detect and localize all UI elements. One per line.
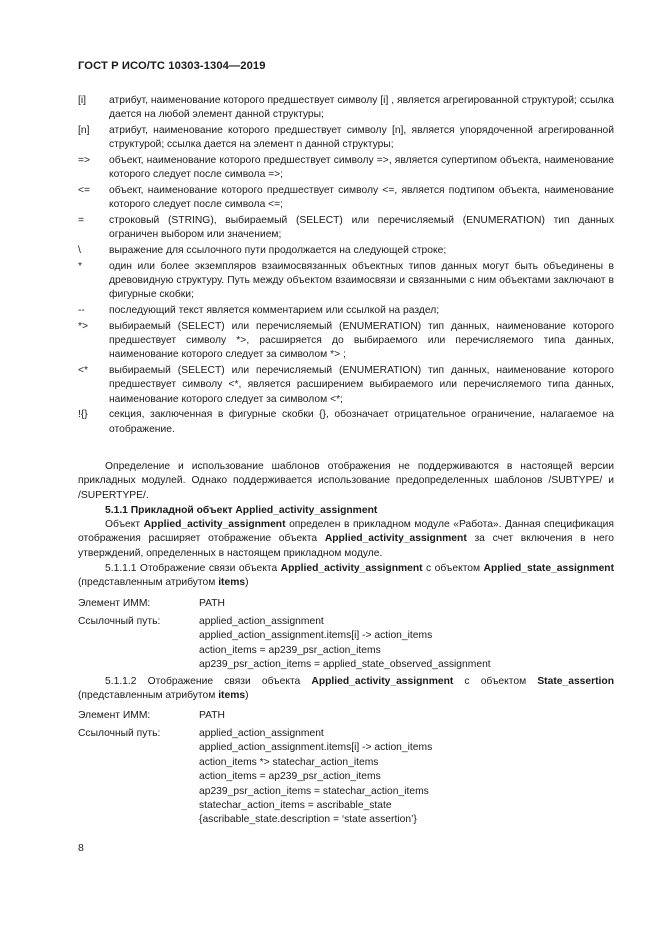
intro-paragraph: Определение и использование шаблонов отображения не поддерживаются в настоящей версии прикладных модулей. Однако поддерживается использование предопределенных шаблонов /SUBTYPE/ и /SUPERTYPE/. xyxy=(78,461,614,501)
definition-symbol: = xyxy=(78,215,85,226)
entity-name: Applied_activity_assignment xyxy=(311,676,454,687)
definition-row xyxy=(78,184,614,213)
entity-name: Applied_activity_assignment xyxy=(143,519,286,530)
reference-path-label: Ссылочный путь: xyxy=(78,616,161,627)
section-text: определен в прикладном модуле «Работа». Данная спецификация отображения расширяет отображение объекта xyxy=(78,519,614,545)
definition-row xyxy=(78,154,614,183)
entity-name: Applied_activity_assignment xyxy=(324,533,467,545)
reference-path-lines xyxy=(199,727,432,828)
symbol-definitions-list xyxy=(78,94,614,437)
reference-path-lines xyxy=(199,615,491,673)
definition-row xyxy=(78,244,614,258)
entity-name: Applied_activity_assignment xyxy=(280,563,423,574)
entity-name: State_assertion xyxy=(537,676,615,687)
definition-text: атрибут, наименование которого предшествует символу [i] , является агрегированной структурой; ссылка дается на любой элемент данной структуры; xyxy=(109,95,614,121)
subsection-text: ) xyxy=(245,690,249,702)
definition-text: строковый (STRING), выбираемый (SELECT) или перечисляемый (ENUMERATION) тип данных ограничен выбором или значением; xyxy=(109,215,614,241)
definition-row xyxy=(78,214,614,243)
definition-row xyxy=(78,320,614,363)
definition-text: последующий текст является комментарием или ссылкой на раздел; xyxy=(109,305,440,316)
subsection-2-heading xyxy=(78,675,614,704)
reference-path-line: statechar_action_items = ascribable_state xyxy=(199,800,392,812)
definition-row xyxy=(78,124,614,153)
definition-row xyxy=(78,364,614,407)
definition-symbol: -- xyxy=(78,305,85,316)
definition-row xyxy=(78,408,614,437)
page-number: 8 xyxy=(78,842,84,854)
section-text: Объект xyxy=(105,519,144,530)
definition-symbol: <= xyxy=(78,185,91,196)
reference-path-line: ap239_psr_action_items = applied_state_observed_assignment xyxy=(199,659,491,671)
definition-text: выбираемый (SELECT) или перечисляемый (ENUMERATION) тип данных, наименование которого предшествует символу *>, расширяется до выбираемого или перечисляемого типа данных, наименование которого следует за символом *> ; xyxy=(109,320,614,361)
subsection-text: 5.1.1.2 Отображение связи объекта xyxy=(105,676,312,687)
definition-symbol: * xyxy=(78,260,83,272)
definition-text: объект, наименование которого предшествует символу =>, является супертипом объекта, наименование которого следует после символа =>; xyxy=(109,155,614,181)
reference-path-line: {ascribable_state.description = ‘state assertion’} xyxy=(199,814,417,826)
definition-row xyxy=(78,260,614,303)
reference-path-line: action_items = ap239_psr_action_items xyxy=(199,771,381,783)
definition-text: секция, заключенная в фигурные скобки {}, обозначает отрицательное ограничение, налагаемое на отображение. xyxy=(109,409,614,435)
definition-text: атрибут, наименование которого предшествует символу [n], является упорядоченной агрегированной структурой; ссылка дается на элемент n данной структуры; xyxy=(109,125,614,151)
definition-text: выражение для ссылочного пути продолжается на следующей строке; xyxy=(109,245,447,256)
subsection-text: ) xyxy=(245,577,249,589)
reference-path-line: applied_action_assignment.items[i] -> action_items xyxy=(199,742,433,754)
definition-symbol: => xyxy=(78,155,91,166)
section-heading: 5.1.1 Прикладной объект Applied_activity_assignment xyxy=(105,505,378,516)
definition-symbol: <* xyxy=(78,365,89,376)
aim-element-label: Элемент ИММ: xyxy=(78,598,151,609)
definition-row xyxy=(78,304,614,318)
entity-name: Applied_state_assignment xyxy=(483,563,615,574)
reference-path-line: action_items = ap239_psr_action_items xyxy=(199,644,381,656)
reference-path-label: Ссылочный путь: xyxy=(78,728,161,739)
reference-path-line: applied_action_assignment xyxy=(199,728,324,739)
subsection-text: с объектом xyxy=(422,563,484,574)
attribute-name: items xyxy=(218,577,246,589)
definition-symbol: *> xyxy=(78,320,89,332)
subsection-1-heading xyxy=(78,562,614,591)
definition-symbol: \ xyxy=(78,245,81,256)
definition-symbol: [i] xyxy=(78,95,87,106)
aim-element-label: Элемент ИММ: xyxy=(78,710,151,721)
attribute-name: items xyxy=(218,690,246,702)
reference-path-line: action_items *> statechar_action_items xyxy=(199,756,379,768)
definition-symbol: [n] xyxy=(78,125,90,136)
aim-element-value: PATH xyxy=(199,710,225,721)
definition-symbol: !{} xyxy=(78,409,88,421)
section-paragraph xyxy=(78,518,614,561)
document-header: ГОСТ Р ИСО/ТС 10303-1304—2019 xyxy=(78,60,266,72)
section-text: за счет включения в него утверждений, определенных в настоящем прикладном модуле. xyxy=(78,533,614,559)
definition-row xyxy=(78,94,614,123)
definition-text: один или более экземпляров взаимосвязанных объектных типов данных могут быть объединены в древовидную структуру. Путь между объектом взаимосвязи и связанными с ним объектами заключают в фигурные скобки; xyxy=(109,260,614,301)
definition-text: объект, наименование которого предшествует символу <=, является подтипом объекта, наименование которого следует после символа <=; xyxy=(109,185,614,211)
reference-path-line: applied_action_assignment xyxy=(199,616,324,627)
subsection-text: (представленным атрибутом xyxy=(78,577,219,589)
subsection-text: (представленным атрибутом xyxy=(78,690,219,702)
definition-text: выбираемый (SELECT) или перечисляемый (ENUMERATION) тип данных, наименование которого предшествует символу <*, является расширением выбираемого или перечисляемого типа данных, наименование которого следует за символом <*; xyxy=(109,365,614,405)
reference-path-line: applied_action_assignment.items[i] -> action_items xyxy=(199,630,433,642)
subsection-text: с объектом xyxy=(453,676,538,687)
reference-path-line: ap239_psr_action_items = statechar_action_items xyxy=(199,785,429,797)
aim-element-value: PATH xyxy=(199,598,225,609)
subsection-text: 5.1.1.1 Отображение связи объекта xyxy=(105,563,281,574)
